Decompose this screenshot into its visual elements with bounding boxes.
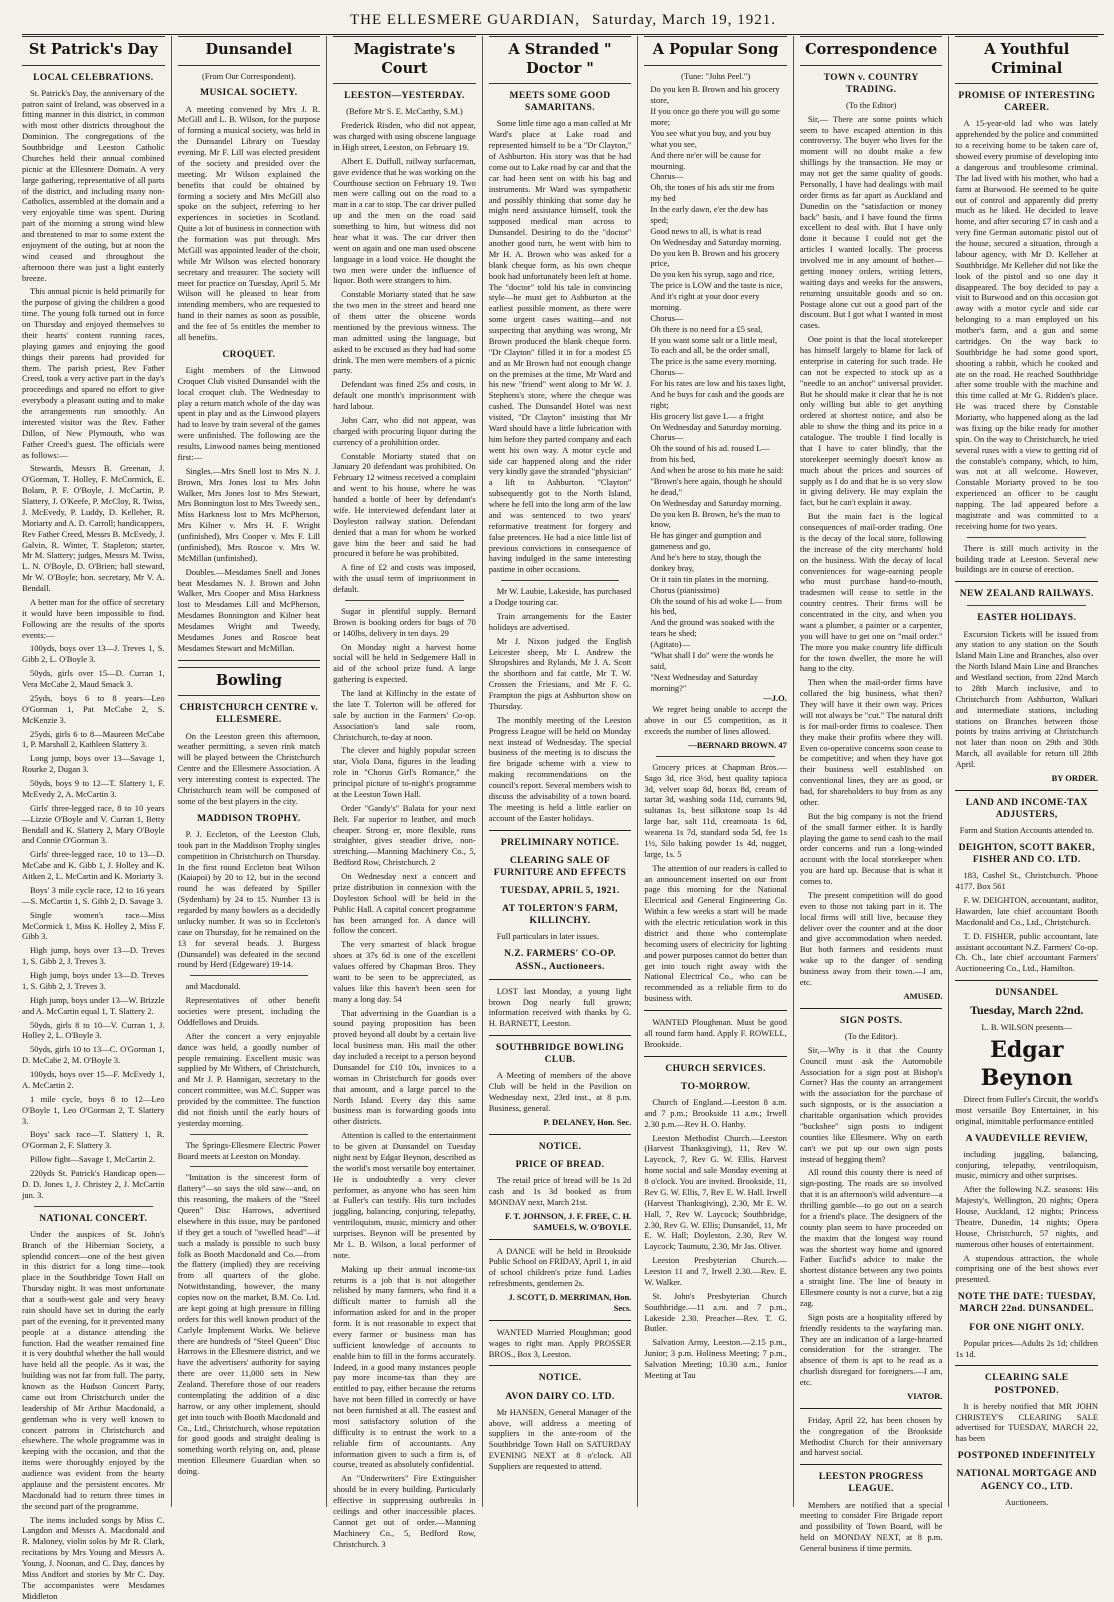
paragraph: Constable Moriarty stated that he saw the two men in the street and heard one of them utter the obscene words mentioned by the previous witness. The man admitted using the language, but asked to be excused as they had had some drink. The men were members of a picnic party. — [333, 289, 476, 376]
paragraph: Mr W. Laubie, Lakeside, has purchased a Dodge touring car. — [488, 586, 632, 608]
subheading: LEESTON—YESTERDAY. — [344, 91, 465, 102]
paragraph: "Imitation is the sincerest form of flattery"—so says the old saw—and, on this reasoning, the makers of the "Steel Queen" Disc Harrows, advertised elsewhere in this issue, may be pardoned if they get a touch of "swelled head"—if such a malady is possible to such busy folk as Booth Macdonald and Co.—from the flattery (implied) they are receiving from all quarters of the globe. Notwithstanding, however, the many copies now on the market, B.M. Co. Ltd. are kept going at high pressure in filling orders for this well known product of the Carlyle Implement Works. We believe there are hundreds of "Steel Queen" Disc Harrows in the Ellesmere district, and we have the advertisers' authority for saying there are over 11,000 sets in New Zealand. Therefore those of our readers contemplating the addition of a disc harrow, or any other implement, should get into touch with Booth Macdonald and Co., Ltd., Christchurch, whose reputation for good goods and straight dealing is something worth relying on, and, please mention Ellesmere Guardian when so doing. — [177, 1172, 321, 1476]
column-7 — [948, 36, 1104, 1507]
paragraph: Popular prices—Adults 2s 1d; children 1s 1d. — [955, 1337, 1099, 1359]
subheading: SIGN POSTS. — [839, 1015, 903, 1026]
subheading: TOWN v. COUNTRY TRADING. — [823, 72, 919, 95]
column-title: A Popular Song — [644, 36, 787, 66]
subheading: NATIONAL CONCERT. — [39, 1213, 148, 1224]
paragraph: Members are notified that a special meeting to consider Fire Brigade report and possibility of Town Board, will be held on MONDAY NEXT, at 8 p.m. General business if time permits. — [799, 1499, 943, 1554]
paragraph: Some little time ago a man called at Mr Ward's place at Lake road and represented himself to be a "Dr Clayton," of Ashburton. His story was that he had come out to Lake road by car and that the car had been sent on with his bag and instruments. Mr Ward was sympathetic and possibly thinking that some day he might need assistance himself, took the supposed medical man across to Dunsandel. Desiring to do the "doctor" another good turn, he went with him to Mr H. A. Brown who was asked for a blank cheque form, as his own cheque book had unfortunately been left at home. The "doctor" told his tale in convincing style—he must get to Ashburton at the earliest possible moment, as there were some urgent cases waiting—and not suspecting that anything was wrong, Mr Brown produced the blank cheque form. "Dr Clayton" filled it in for a modest £5 and as Mr Brown had not enough change on the premises at the time, Mr Ward and his new "friend" went along to Mr W. J. Stephens's store, where the cheque was cashed. The Dunsandel Hotel was next visited, "Dr Clayton" insisting that Mr Ward should have a little lubrication with him before they parted company and each went his own way. A motor cycle and side car happened along and the rider very kindly gave the stranded "physician" a lift to Ashburton. "Clayton" subsequently got to the North Island, where he fell into the long arm of the law and was sentenced to two years' reformative treatment for forgery and false pretences. He had a nice little list of previous convictions in consequence of having indulged in the same interesting pastime in other occasions. — [488, 118, 632, 575]
paragraph: Sugar in plentiful supply. Bernard Brown is booking orders for bags of 70 or 140lbs, delivery in ten days. 29 — [333, 605, 476, 638]
paragraph: Attention is called to the entertainment to be given at Dunsandel on Tuesday night next by Edgar Beynon, described as the world's most versatile boy entertainer. He is undoubtedly a very clever performer, as anyone who has seen him at Fuller's can testify. His turn includes juggling, balancing, conjuring, telepathy, ventriloquism, music, mimicry and other surprises. Beynon will be presented by Mr L. B. Wilson, a local performer of note. — [333, 1130, 476, 1260]
paragraph: Leeston Presbyterian Church.—Leeston 11 and 7, Irwell 2.30.—Rev. E. W. Walker. — [644, 1255, 787, 1287]
paragraph: The land at Killinchy in the estate of the late T. Tolerton will be offered for sale by auction in the Farmers' Co-op. Association's land sale room, Christchurch, to-day at noon. — [333, 688, 476, 742]
divider — [489, 1035, 632, 1036]
paragraph: Train arrangements for the Easter holidays are advertised. — [488, 610, 632, 632]
divider — [345, 600, 464, 601]
column-title: Magistrate's Court — [333, 36, 476, 84]
signature: —BERNARD BROWN. 47 — [688, 739, 787, 750]
paragraph: 1 mile cycle, boys 8 to 12—Leo O'Boyle 1, Leo O'Gorman 2, T. Slattery 3. — [22, 1093, 165, 1126]
divider — [501, 580, 620, 581]
column-4 — [482, 36, 638, 1507]
subheading: NEW ZEALAND RAILWAYS. — [959, 589, 1094, 600]
issue-date: Saturday, March 19, 1921. — [592, 11, 777, 28]
paragraph: It is hereby notified that MR JOHN CHRISTEY'S CLEARING SALE advertised for TUESDAY, MARCH 22, has been — [955, 1400, 1099, 1444]
paragraph: A better man for the office of secretary it would have been impossible to find. Following are the results of the sports events:— — [22, 596, 165, 640]
paragraph: The retail price of bread will be 1s 2d cash and 1s 3d booked as from MONDAY next, March 21st. — [488, 1175, 632, 1207]
divider — [967, 537, 1086, 538]
subheading: MADDISON TROPHY. — [197, 813, 301, 824]
divider — [489, 830, 632, 831]
divider — [644, 1056, 787, 1057]
paragraph: 183, Cashel St., Christchurch. 'Phone 4177. Box 561 — [955, 870, 1099, 892]
paragraph: Mr HANSEN, General Manager of the above, will address a meeting of suppliers in the ante-room of the Southbridge Town Hall on SATURDAY EVENING NEXT at 8 o'clock. All Suppliers are requested to attend. — [488, 1406, 632, 1472]
paragraph: Stewards, Messrs B. Greenan, J. O'Gorman, T. Holley, F. McCormick, E. Bolam, P. F. O'Boyle, J. McCartin, P. Slattery, J. O'Keefe, P. McCloy, R. Twiss, J. McEvedy, P. Luddy, D. Kelleher, R. Moriarty and A. D. Carroll; handicappers, Rev Father Creed, Messrs B. McEvedy, J. Galvin, R. Winter, T. Stapleton; starter, Mr M. Slattery; judges, Messrs M. Twiss, L. N. O'Boyle, D. O'Brien; ball steward, Mr W. O'Boyle; hon. secretary, Mr V. A. Bendall. — [22, 463, 165, 594]
subheading-note: (To the Editor) — [845, 99, 897, 110]
signature: —J.O. — [763, 693, 787, 704]
subheading: CROQUET. — [222, 349, 276, 360]
paragraph: On the Leeston green this afternoon, weather permitting, a seven rink match will be played between the Christchurch Centre and the Ellesmere Association. A very interesting contest is expected. The Christchurch team will be composed of some of the best players in the city. — [177, 730, 321, 806]
subheading: MEETS SOME GOOD SAMARITANS. — [509, 91, 611, 114]
verse-line: Oh the sound of his ad woke L— from his bed, — [650, 595, 783, 617]
paragraph: But the big company is not the friend of the small farmer either. It is hardly playing the game to send cash to the mail order concerns and run a long-winded account with the local storekeeper when you are hard up. Because that is what it comes to. — [799, 810, 943, 887]
subheading-note: (To the Editor). — [844, 1030, 898, 1041]
divider — [967, 605, 1086, 606]
verse-line: "Brown's here again, though he should be dead," — [650, 475, 782, 497]
divider — [178, 660, 321, 661]
verse-line: Oh there is no need for a £5 seal, — [650, 323, 763, 334]
divider — [34, 1206, 153, 1207]
paragraph: High jump, boys under 13—W. Brizzle and A. McCartin equal 1, T. Slattery 2. — [22, 994, 165, 1016]
divider — [955, 790, 1098, 791]
paragraph: 100yds, boys over 15—F. McEvedy 1, A. McCartin 2. — [22, 1069, 165, 1090]
paragraph: WANTED Ploughman. Must be good all round farm hand. Apply F. ROWELL, Brookside. — [644, 1017, 787, 1049]
subheading: NATIONAL MORTGAGE AND AGENCY CO., LTD. — [956, 1469, 1097, 1492]
divider — [489, 1320, 632, 1321]
subheading: CHURCH SERVICES. — [665, 1063, 766, 1074]
paragraph: The attention of our readers is called to an announcement inserted on our front page this morning for the National Electrical and General Engineering Co. Within a few weeks a start will be made with the electric reticulation work in this district and those who contemplate becoming users of electricity for lighting and power purposes cannot do better than get into touch right away with the National Electrical Co., who can be recommended as a reliable firm to do business with. — [644, 862, 787, 1004]
paragraph: WANTED Married Ploughman; good wages to right man. Apply PROSSER BROS., Box 3, Leeston. — [488, 1326, 632, 1359]
subheading: LEESTON PROGRESS LEAGUE. — [818, 1472, 924, 1495]
signature: AMUSED. — [903, 990, 943, 1001]
paragraph: Single women's race—Miss McCormick 1, Miss K. Holley 2, Miss F. Gibb 3. — [22, 909, 165, 942]
subheading: TO-MORROW. — [681, 1081, 751, 1092]
subheading: LOCAL CELEBRATIONS. — [33, 72, 154, 83]
verse-line: And it's right at your door every morning. — [650, 291, 760, 312]
signature: J. SCOTT, D. MERRIMAN, Hon. Secs. — [508, 1292, 632, 1313]
paragraph: The Springs-Ellesmere Electric Power Board meets at Leeston on Monday. — [177, 1139, 321, 1161]
column-1 — [22, 36, 171, 1601]
paragraph: High jump, boys over 13—D. Treves 1, S. Gibb 2, J. Treves 3. — [22, 945, 165, 967]
verse-line: Do you ken B. Brown and his grocery store, — [650, 84, 780, 106]
verse-line: Or it rain tin plates in the morning. — [650, 573, 769, 584]
paragraph: A meeting convened by Mrs J. R. McGill and L. B. Wilson, for the purpose of forming a musical society, was held in the Dunsandel Library on Tuesday evening. Mr F. Lill was elected president of the society and presided over the meeting. Mr Wilson explained the benefits that could be obtained by forming a society and Mrs McGill also spoke on the subject, referring to her experiences in societies in Scotland. Quite a lot of business in connection with the formation was put through. Mrs McGill was appointed leader of the choir, while Mr Wilson was elected honorary secretary and treasurer. The society will meet for practice on Tuesday, April 5. Mr Wilson will be pleased to hear from intending members, who are requested to hand in their names as soon as possible, and the fee of 5s entitles the member to all benefits. — [177, 103, 321, 342]
subheading: CLEARING SALE POSTPONED. — [984, 1373, 1069, 1396]
verse-line: And he buys for cash and the goods are right; — [650, 388, 785, 410]
paragraph: An "Underwriters" Fire Extinguisher should be in every building. Particularly effective in suppressing outbreaks in ceilings and other inaccessible places. Cannot get out of order.—Manning Machinery Co., 5, Bedford Row, Christchurch. 3 — [333, 1473, 476, 1549]
paragraph: Girls' three-legged race, 8 to 10 years—Lizzie O'Boyle and V. Curran 1, Betty Bendall and K. Slattery 2, Mary O'Boyle and Connie O'Gorman 3. — [22, 802, 165, 846]
paragraph: Friday, April 22, has been chosen by the congregation of the Brookside Methodist Church for their anniversary and harvest social. — [799, 1414, 943, 1458]
divider — [489, 1134, 632, 1135]
section-title: Bowling — [178, 667, 321, 697]
verse-line: Chorus— — [650, 432, 684, 443]
paragraph: Excursion Tickets will be issued from any station to any station on the South Island Main Line and Branches, also over the North Island Main Line and Branches and Westland section, from 22nd March to 28th March inclusive, and to Christchurch from Ashburton, Walkari and intermediate stations, including stations on Branches between those points by trains arriving at Christchurch not later than noon on 29th and 30th March, all available for return till 28th April. — [955, 628, 1099, 770]
divider — [955, 980, 1098, 981]
verse-line: His grocery list gave L— a fright — [650, 410, 764, 421]
signature: F. T. JOHNSON, J. F. FREE, C. H. SAMUELS, W. O'BOYLE. — [504, 1210, 632, 1232]
verse-line: And there ne'er will be cause for mourning. — [650, 149, 761, 171]
paragraph: LOST last Monday, a young light brown Dog nearly full grown; information received with thanks by G. H. BARNETT, Leeston. — [488, 985, 632, 1029]
paragraph: Constable Moriarty stated that on January 20 defendant was prohibited. On February 12 witness received a complaint and went to his house, where he was handed a bottle of beer by defendant's wife. He interviewed defendant later at Doyleston railway station. Defendant denied that a man for whom he worked gave him the beer and said he had procured it before he was prohibited. — [333, 450, 476, 559]
paragraph: On Monday night a harvest home social will be held in Sedgemere Hall in aid of the school prize fund. A large gathering is expected. — [333, 641, 476, 685]
verse-line: Do you ken B. Brown and his grocery price, — [650, 247, 780, 269]
column-title: A Stranded " Doctor " — [489, 36, 632, 84]
subheading-note: (Before Mr S. E. McCarthy, S.M.) — [346, 106, 463, 117]
paragraph: This annual picnic is held primarily for the purpose of giving the children a good time. The young folk turned out in force on Thursday and enjoyed themselves to their hearts' content running races, playing games and enjoying the good things their parents had provided for them. The parish priest, Rev Father Creed, took a very active part in the day's proceedings and spared no effort to give everybody a pleasant outing and to make the arrangements run smoothly. An interested visitor was the Rev. Father Dillon, of New Plymouth, who was Father Creed's guest. The officials were as follows:— — [22, 286, 165, 460]
subheading: EASTER HOLIDAYS. — [977, 613, 1077, 624]
verse-line: Do you ken his syrup, sago and rice, — [650, 269, 775, 280]
paragraph: The items included songs by Miss C. Langdon and Messrs A. Macdonald and R. Maloney, violin solos by Mr R. Clark, recitations by Mrs Young and Messrs A. Young, J. Noonan, and C. Day, dances by Miss Andfort and stories by Mr C. Day. The accompanistes were Mesdames Middleton — [22, 1514, 165, 1601]
subheading: AT TOLERTON'S FARM, KILLINCHY. — [502, 904, 618, 927]
subheading: SOUTHBRIDGE BOWLING CLUB. — [495, 1043, 625, 1066]
verse-line: "Next Wednesday and Saturday morning?" — [650, 671, 758, 693]
ad-headline: Edgar Beynon — [980, 1036, 1073, 1091]
paragraph: One point is that the local storekeeper has himself largely to blame for lack of enterprise in catering for such trade. He can not be expected to stock up as a "needle to an anchor" universal provider. But he should make it clear that he is not only willing but able to get anything ordered at shortest notice, and also be able to show the thing and its price in a catalogue. The trouble I find locally is that I have to cater blindly, that the storekeeper seemingly doesn't know as much about the prices and sources of supply as I do and that he is so very slow in giving delivery. He may explain the fact, but he can't explain it away. — [799, 334, 943, 508]
paragraph: On Wednesday next a concert and prize distribution in connexion with the Doyleston School will be held in the Public Hall. A capital concert programme has been arranged for. A dance will follow the concert. — [333, 871, 476, 936]
paragraph: Long jump, boys over 13—Savage 1, Rourke 2, Dugan 3. — [22, 753, 165, 775]
signature: P. DELANEY, Hon. Sec. — [543, 1116, 632, 1127]
paragraph: Doubles.—Mesdames Snell and Jones beat Mesdames N. J. Brown and John Walker, Mrs Cooper and Miss Harkness lost to Mesdames Lill and McPherson, Mesdames Bonnington and Kilner beat Mesdames Wright and Tweedy, Mesdames Jones and Roscoe beat Mesdames Stewart and McMillan. — [177, 566, 321, 653]
verse-line: And he's here to stay, though the donkey bray, — [650, 552, 762, 573]
divider — [489, 1365, 632, 1366]
subheading-note: Farm and Station Accounts attended to. — [959, 825, 1094, 836]
subheading: A VAUDEVILLE REVIEW, — [965, 1133, 1088, 1144]
paragraph: All round this county there is need of sign-posting. The roads are so involved that it is an afternoon's wild adventure—a thrilling gamble—to go out on a search for a friend's place. The designers of the county plan seem to have proceeded on the maxim that the longest way round was the shortest way home and ignored Father Euclid's advice to make the shortest distance between any two points a straight line. The line of beauty in Ellesmere county is not a curve, but a zig zag. — [799, 1167, 943, 1308]
verse-line: Do you ken B. Brown, he's the man to know, — [650, 508, 781, 530]
divider — [190, 1166, 309, 1167]
paragraph: P. J. Eccleton, of the Leeston Club, took part in the Maddison Trophy singles competition in Christchurch on Thursday. In the first round Eccleton beat Wilson (Kaiapoi) by 20 to 12, but in the second round he was defeated by Spiller (Sydenham) by 24 to 15. Number 13 is regarded by many bowlers as a decidedly unlucky number. It was so in Eccleton's case on Thursday, for he remained on the 13 for several heads. J. Burgess (Dunsandel) was defeated in the second round by Herd (Edgeware) 19-14. — [177, 828, 321, 970]
verse-line: Chorus— — [650, 312, 684, 323]
subheading-note: L. B. WILSON presents— — [981, 1021, 1073, 1032]
divider — [190, 975, 309, 976]
paragraph: 100yds, boys over 13—J. Treves 1, S. Gibb 2, L. O'Boyle 3. — [22, 643, 165, 665]
paragraph: 50yds, girls 8 to 10—V. Curran 1, J. Holley 2, L. O'Boyle 3. — [22, 1019, 165, 1041]
paragraph: There is still much activity in the building trade at Leeston. Several new buildings are in course of erection. — [955, 542, 1099, 575]
paragraph: St. John's Presbyterian Church Southbridge.—11 a.m. and 7 p.m., Lakeside 2.30. Preacher—Rev. T. G. Butler. — [644, 1290, 787, 1334]
verse-line: You see what you buy, and you buy what you see, — [650, 127, 772, 149]
paragraph: Frederick Risden, who did not appear, was charged with using obscene language in High street, Leeston, on February 19. — [333, 120, 476, 152]
column-title: St Patrick's Day — [22, 36, 165, 66]
paragraph: T. D. FISHER, public accountant, late assistant accountant N.Z. Farmers' Co-op. Ch. Ch., late chief accountant Farmers' Auctioneering Co., Ltd., Hamilton. — [955, 930, 1099, 974]
paragraph: That advertising in the Guardian is a sound paying proposition has been proved beyond all doubt by a certain live local business man. His mail the other day included a receipt to a person beyond Dunsandel for £10 10s, invoices to a woman in Christchurch for goods over that amount, and a large parcel to the North Island. Every day this same business man is forwarding goods into other districts. — [333, 1007, 476, 1127]
verse-line: If you once go there you will go some more; — [650, 106, 780, 128]
paragraph: After the following N.Z. seasons: His Majesty's, Wellington, 20 nights; Opera House, Auckland, 12 nights; Princess Theatre, Dunedin, 14 nights; Opera House, Christchurch, 57 nights, and numerous other houses of entertainment. — [955, 1184, 1099, 1249]
subheading-note: (From Our Correspondent). — [202, 70, 296, 81]
subheading: N.Z. FARMERS' CO-OP. ASSN., Auctioneers. — [504, 949, 616, 972]
paragraph: Eight members of the Linwood Croquet Club visited Dunsandel with the local croquet club. The Wednesday to play a return match whole of the day was spent in play and as the Linwood players had to leave by train several of the games were unfinished. The following are the results, Linwood names being mentioned first:— — [177, 364, 321, 462]
paragraph: After the concert a very enjoyable dance was held, a goodly number of people remaining. Excellent music was supplied by Mr Withers, of Christchurch, and Mr J. P. Hannigan, secretary to the concert committee, was M.C. Supper was provided by the committee. The function did not finish until the early hours of yesterday morning. — [177, 1030, 321, 1128]
subheading: DEIGHTON, SCOTT BAKER, FISHER AND CO. LTD. — [958, 843, 1095, 866]
divider — [644, 1010, 787, 1011]
paragraph: 220yds St. Patrick's Handicap open—D. D. Jones 1, J. Christey 2, J. McCartin jun. 3. — [22, 1168, 165, 1200]
column-5 — [637, 36, 793, 1507]
divider — [489, 979, 632, 980]
divider — [955, 1365, 1098, 1366]
article-columns — [22, 36, 1104, 1601]
paragraph: A 15-year-old lad who was lately apprehended by the police and committed to a receiving home to be taken care of, showed every promise of developing into a dangerous and troublesome criminal. The lad lived with his mother, who had a farm at Burwood. He seemed to be quite out of control and apparently did pretty much as he liked. He decided to leave home, and after securing £7 in cash and a very fine German automatic pistol out of the house, secured a situation, through a labour agency, with Mr D. Kelleher at Southbridge. Mr Kelleher did not like the look of the pistol and so one day it disappeared. The boy decided to pay a visit to Burwood and on this occasion got away with a motor cycle and side car belonging to a man employed on his mother's farm, and a gun and some cartridges. On the way back to Southbridge he had some good sport, shooting a rabbit, which he cooked and ate on the road. He reached Southbridge after some trouble with the machine and this time called at Mr G. Ridden's place. He was traced there by Constable Moriarty, who happened along as the lad was fixing up the bike ready for another spin. On the way to Christchurch, he tried several ruses with a view to getting rid of the constable's company, which, to him, was not at all welcome. However, Constable Moriarty proved to be too experienced an officer to be caught napping. The lad appeared before a magistrate and was committed to a receiving home for two years. — [955, 118, 1099, 531]
verse-line: To each and all, be the order small, — [650, 345, 770, 356]
paragraph: Boys' sack race—T. Slattery 1, R. O'Gorman 2, F. Slattery 3. — [22, 1129, 165, 1151]
paragraph: Sign posts are a hospitality offered by friendly residents to the wayfaring man. They are an indication of a large-hearted consideration for the stranger. The absence of them is apt to be read as a churlish disregard for foreigners.—I am, etc. — [799, 1311, 943, 1388]
paragraph: Direct from Fuller's Circuit, the world's most versatile Boy Entertainer, in his original, inimitable performance entitled — [955, 1093, 1099, 1126]
divider — [190, 1134, 309, 1135]
paragraph: Sir,— There are some points which seem to have escaped attention in this controversy. The buyer who lives for the moment will no doubt make a few shillings by the transaction. He may or may not get the same quality of goods. Personally, I have had dealings with mail order firms as far apart as Auckland and Dunedin on the "satisfaction or money back" basis, and I have found the firms excellent to deal with. But I have only done it because I could not get the articles I wanted locally. The process involved me in any amount of bother—getting money orders, writing letters, waiting days and weeks for the answers, returning unsuitable goods and so on. Postage alone cut out a good part of the discount. But I got what I wanted in most cases. — [799, 113, 943, 331]
paragraph: Leeston Methodist Church.—Leeston (Harvest Thanksgiving), 11, Rev W. Laycock, 7, Rev G. W. Ellis. Harvest home social and sale Monday evening at 8 o'clock. You are invited. Brookside, 11, Rev G. W. Ellis, 7, Rev E. W. Hall. Irwell (Harvest Thanksgiving), 2.30, Mr E. W. Hall, 7, Rev W. Laycock; Southbridge, 2.30, Rev G. W. Ellis; Dunsandel, 11, Mr E. W. Hall; Doyleston, 2.30, Rev W. Laycock; Taumutu, 2.30, Mr Jas. Oliver. — [644, 1132, 787, 1252]
paragraph: 25yds, girls 6 to 8—Maureen McCabe 1, P. Marshall 2, Kathleen Slattery 3. — [22, 728, 165, 750]
verse-line: Oh the sound of his ad. roused L— from his bed, — [650, 443, 770, 465]
subheading-note: Auctioneers. — [1005, 1496, 1049, 1507]
subheading: NOTICE. — [538, 1373, 582, 1384]
paragraph: F. W. DEIGHTON, accountant, auditor, Hawarden, late chief accountant Booth Macdonald and Co., Ltd., Christchurch. — [955, 895, 1099, 927]
verse-line: On Wednesday and Saturday morning. — [650, 421, 782, 432]
paragraph: Making up their annual income-tax returns is a job that is not altogether relished by many farmers, who find it a difficult matter to furnish all the information asked for and in the proper form. It is not reasonable to expect that every farmer or business man has sufficient knowledge of accounts to enable him to fill in the forms accurately. Indeed, in a good many instances people pay more income-tax than they are entitled to pay, either because the returns have not been filled in correctly or have not been furnished at all. The easiest and most satisfactory solution of the difficulty is to entrust the work to a reliable firm of accountants. Any information given to such a firm is, of course, treated as absolutely confidential. — [333, 1263, 476, 1470]
paragraph: including juggling, balancing, conjuring, telepathy, ventriloquism, music, mimicry and other surprises. — [955, 1148, 1099, 1181]
ad-date-line: Tuesday, March 22nd. — [970, 1003, 1084, 1018]
column-2 — [171, 36, 327, 1507]
column-title: A Youthful Criminal — [955, 36, 1098, 84]
divider — [800, 1408, 943, 1409]
verse-line: And when he arose to his mate he said: — [650, 465, 784, 476]
subheading: PROMISE OF INTERESTING CAREER. — [958, 91, 1096, 114]
paragraph: A Meeting of members of the above Club will be held in the Pavilion on Wednesday next, 23rd inst., at 8 p.m. Business, general. — [488, 1070, 632, 1114]
verse-line: The price is the same every morning. — [650, 356, 777, 367]
paragraph: 50yds, boys 9 to 12—T. Slattery 1, F. McEvedy 2, A. McCartin 3. — [22, 778, 165, 799]
paragraph: The present competition will do good even to those not taking part in it. The local firms will still live, because they deliver over the counter and at the door and give accommodation when needed. But both farmers and residents must wake up to the danger of sending business away from their town.—I am, etc. — [799, 889, 943, 987]
paragraph: Under the auspices of St. John's Branch of the Hibernian Society, a splendid concert—one of the best given in this district for a long time—took place in the Southbridge Town Hall on Thursday night. It was most unfortunate that a south-west gale and very heavy rain should have set in during the early part of the evening, for it prevented many people at a distance attending the function. Had the weather remained fine it is very doubtful whether the hall would have held all the people. As it was, the building was not far from full. The party, known as the Hudson Concert Party, came out from Christchurch under the leadership of Mr Arthur Macdonald, a gentleman who is very well known to concert patrons in Christchurch and elsewhere. The whole programme was in keeping with the occasion, and that the items were thoroughly enjoyed by the audience was evident from the hearty applause and the persistent encores. Mr Macdonald had to return three times in the second part of the programme. — [22, 1228, 165, 1511]
paragraph: The very smartest of black brogue shoes at 37s 6d is one of the excellent values offered by Chapman Bros. They want to be seen to be appreciated, as values like this haven't been seen for many a long day. 54 — [333, 939, 476, 1004]
verse-line: Chorus— — [650, 171, 684, 182]
verse-line: On Wednesday and Saturday morning. — [650, 497, 782, 508]
verse-line: For his rates are low and his taxes light, — [650, 378, 786, 389]
subheading: LAND AND INCOME-TAX ADJUSTERS, — [965, 797, 1088, 820]
divider — [489, 1239, 632, 1240]
subheading: PRELIMINARY NOTICE. — [500, 837, 620, 848]
verse-line: Good news to all, is what is read — [650, 225, 762, 236]
paragraph: Mr J. Nixon judged the English Leicester sheep, Mr I. Andrew the Shropshires and Rylands, Mr J. A. Scott the shorthorn and fat cattle, Mr T. W. Crossen the Friesians, and Mr F. G. Frampton the pigs at Ashburton show on Thursday. — [488, 635, 632, 711]
column-3 — [326, 36, 482, 1549]
subheading-note: (Tune: "John Peel.") — [681, 70, 751, 81]
verse-line: (Agitato)— — [650, 639, 690, 650]
paragraph: Albert E. Duffull, railway surfaceman, gave evidence that he was working on the Courthouse section on February 19. Two men were calling out on the road to a man in a car to stop. The car driver pulled up and the men on the road said something to him, but witness did not hear what it was. The car driver then went on again and one man used obscene language in a loud voice. He thought the two men were under the influence of liquor. Both were strangers to him. — [333, 155, 476, 286]
paragraph: We regret being unable to accept the above in our £5 competition, as it exceeds the number of lines allowed. — [644, 704, 787, 737]
paragraph: High jump, boys under 13—D. Treves 1, S. Gibb 2, J. Treves 3. — [22, 970, 165, 991]
paper-name: THE ELLESMERE GUARDIAN, — [349, 11, 581, 28]
subheading: CHRISTCHURCH CENTRE v. ELLESMERE. — [179, 703, 319, 726]
paragraph: A DANCE will be held in Brookside Public School on FRIDAY, April 1, in aid of school children's prize fund. Ladies refreshments, gentlemen 2s. — [488, 1245, 632, 1289]
paragraph: St. Patrick's Day, the anniversary of the patron saint of Ireland, was observed in a fitting manner in this district, in common with most other districts throughout the Dominion. The congregations of the Southbridge and Leeston Catholic Churches held their annual combined picnic at the Ellesmere Domain. A very large gathering, representative of all parts of the district, and including many non-Catholics, assembled at the domain and a very enjoyable time was spent. During part of the morning a strong wind blew and threatened to mar to some extent the enjoyment of the outing, but at noon the wind ceased and throughout the afternoon there was just a light easterly breeze. — [22, 87, 165, 283]
masthead — [22, 6, 1104, 35]
paragraph: 50yds, girls over 15—D. Curran 1, Vera McCabe 2, Maud Smack 3. — [22, 668, 165, 690]
subheading: DUNSANDEL — [995, 988, 1059, 999]
divider — [656, 756, 775, 757]
subheading: TUESDAY, APRIL 5, 1921. — [500, 886, 620, 896]
subheading: NOTICE. — [538, 1141, 582, 1152]
verse-line: Chorus (pianissimo) — [650, 584, 720, 595]
signature: BY ORDER. — [1051, 772, 1099, 783]
subheading: CLEARING SALE OF FURNITURE AND EFFECTS — [493, 855, 627, 878]
paragraph: and Macdonald. — [185, 981, 241, 992]
verse-line: Chorus— — [650, 367, 684, 378]
subheading: AVON DAIRY CO. LTD. — [505, 1391, 615, 1402]
paragraph: But the main fact is the logical consequences of mail-order trading. One is the decay of the local store, following the increase of the city merchants' hold on the business. With the decay of local conveniences for wage-earning people who must purchase hand-to-mouth, tradesmen will cease to settle in the country centres. Their firms will be concentrated in the city, and when you want a plumber, a painter or a carpenter, you will have to get one on "mail order." The more you make country life difficult for the town dweller, the more he will hang to the city. — [799, 511, 943, 674]
verse-line: He has ginger and gumption and gameness and go, — [650, 530, 762, 552]
subheading: MUSICAL SOCIETY. — [200, 88, 298, 99]
verse-line: Oh, the tones of his ads stir me from my bed — [650, 182, 775, 204]
paragraph: Representatives of other benefit societies were present, including the Oddfellows and Druids. — [177, 995, 321, 1027]
divider — [955, 581, 1098, 582]
paragraph: Full particulars in later issues. — [496, 931, 599, 942]
paragraph: A stupendous attraction, the whole comprising one of the best shows ever presented. — [955, 1252, 1099, 1285]
paragraph: 50yds, girls 10 to 13—C. O'Gorman 1, D. McCabe 2, M. O'Boyle 3. — [22, 1044, 165, 1066]
paragraph: Singles.—Mrs Snell lost to Mrs N. J. Brown, Mrs Jones lost to Mrs John Walker, Mrs Jones lost to Mrs Stewart, Mrs Bonnington lost to Mrs Tweedy sen., Miss Harkness lost to Mrs McPherson, Mrs Kilner v. Mrs H. F. Wright (unfinished), Mrs Cooper v. Mrs F. Lill (unfinished), Mrs Roscoe v. Mrs W. McMillan (unfinished). — [177, 465, 321, 563]
paragraph: 25yds, boys 6 to 8 years—Leo O'Gorman 1, Pat McCabe 2, S. McKenzie 3. — [22, 692, 165, 725]
column-title: Dunsandel — [178, 36, 321, 66]
paragraph: The monthly meeting of the Leeston Progress League will be held on Monday next instead of Wednesday. The special business of the meeting is to discuss the fire brigade scheme with a view to making recommendations on the council's report. Several members wish to discuss the advisability of a town board. The meeting is held a little earlier on account of the Easter holidays. — [488, 714, 632, 823]
column-title: Correspondence — [800, 36, 943, 66]
paragraph: John Carr, who did not appear, was charged with procuring liquor during the currency of a prohibition order. — [333, 414, 476, 447]
verse-line: The price is LOW and the taste is nice, — [650, 280, 783, 291]
paragraph: Salvation Army, Leeston.—2.15 p.m., Junior; 3 p.m. Holiness Meeting; 7 p.m., Salvation Meeting; 10.30 a.m., Junior Meeting at Tau — [644, 1337, 787, 1380]
verse-line: On Wednesday and Saturday morning. — [650, 236, 782, 247]
column-6 — [793, 36, 949, 1554]
paragraph: Order "Gandy's" Balata for your next Belt. Far superior to leather, and much cheaper. Strong er, more flexible, runs straighter, gives steadier drive, non-stretching.—Manning Machinery Co., 5, Bedford Row, Christchurch. 2 — [333, 802, 476, 868]
subheading: NOTE THE DATE: TUESDAY, MARCH 22nd. DUNSANDEL. — [957, 1292, 1096, 1315]
paragraph: Girls' three-legged race, 10 to 13—D. McCabe and K. Gibb 1, J. Holley and K. Aitken 2, L. McCartin and K. Moriarty 3. — [22, 849, 165, 882]
verse-line: In the early dawn, e'er the dew has sped; — [650, 204, 768, 225]
subheading: PRICE OF BREAD. — [515, 1160, 605, 1170]
paragraph: Then when the mail-order firms have collared the big business, what then? They will have it their own way. Prices will not always be "cut." The natural drift is for mail-order firms to coalesce. Then they make their profits where they will. Even co-operative concerns soon cease to be competitive; and when they have got their business well established on conventional lines, they are as good, or bad, for shareholders to buy from as any other. — [799, 677, 943, 807]
paragraph: Pillow fight—Savage 1, McCartin 2. — [30, 1154, 156, 1165]
signature: VIATOR. — [907, 1390, 943, 1401]
verse-line: If you want some salt or a little meal, — [650, 334, 778, 345]
subheading: POSTPONED INDEFINITELY — [957, 1451, 1096, 1462]
verse-line: And the ground was soaked with the tears he shed; — [650, 617, 775, 639]
paragraph: The clever and highly popular screen star, Viola Dana, figures in the leading role in "Chorus Girl's Romance," the principal picture of to-night's programme at the Leeston Town Hall. — [333, 745, 476, 799]
paragraph: Boys' 3 mile cycle race, 12 to 16 years—S. McCartin 1, S. Gibb 2, D. Savage 3. — [22, 884, 165, 906]
paragraph: A fine of £2 and costs was imposed, with the usual term of imprisonment in default. — [333, 562, 476, 594]
divider — [800, 1008, 943, 1009]
verse-line: "What shall I do" were the words he said, — [650, 649, 774, 671]
paragraph: Church of England.—Leeston 8 a.m. and 7 p.m.; Brookside 11 a.m.; Irwell 2.30 p.m.—Rev H. O. Hanby. — [644, 1096, 787, 1129]
subheading: FOR ONE NIGHT ONLY. — [969, 1322, 1085, 1333]
paragraph: Grocery prices at Chapman Bros.—Sago 3d, rice 3½d, best quality tapioca 3d, velvet soap 8d, borax 8d, cream of tartar 3d, washing soda 11d, currants 9d, sultanas 1s, best silkstone soap 1s 4d large bar, salt 11d, creamoata 1s 6d, wearena 1s 7d, standard soda 5d, fee 1s 1½, Silo baking powder 1s 4d, nugget, large, 1s. 5 — [644, 761, 787, 859]
paragraph: Defendant was fined 25s and costs, in default one month's imprisonment with hard labour. — [333, 379, 476, 411]
divider — [800, 1464, 943, 1465]
paragraph: Sir,—Why is it that the County Council must ask the Automobile Association for a sign post at Bishop's Corner? Has the county an arrangement with the association for the purchase of such signposts, or is the association a charitable organisation which provides "buckshee" sign posts to indigent counties like Ellesmere. Why on earth can't we put up our own sign posts instead of begging them? — [799, 1044, 943, 1164]
